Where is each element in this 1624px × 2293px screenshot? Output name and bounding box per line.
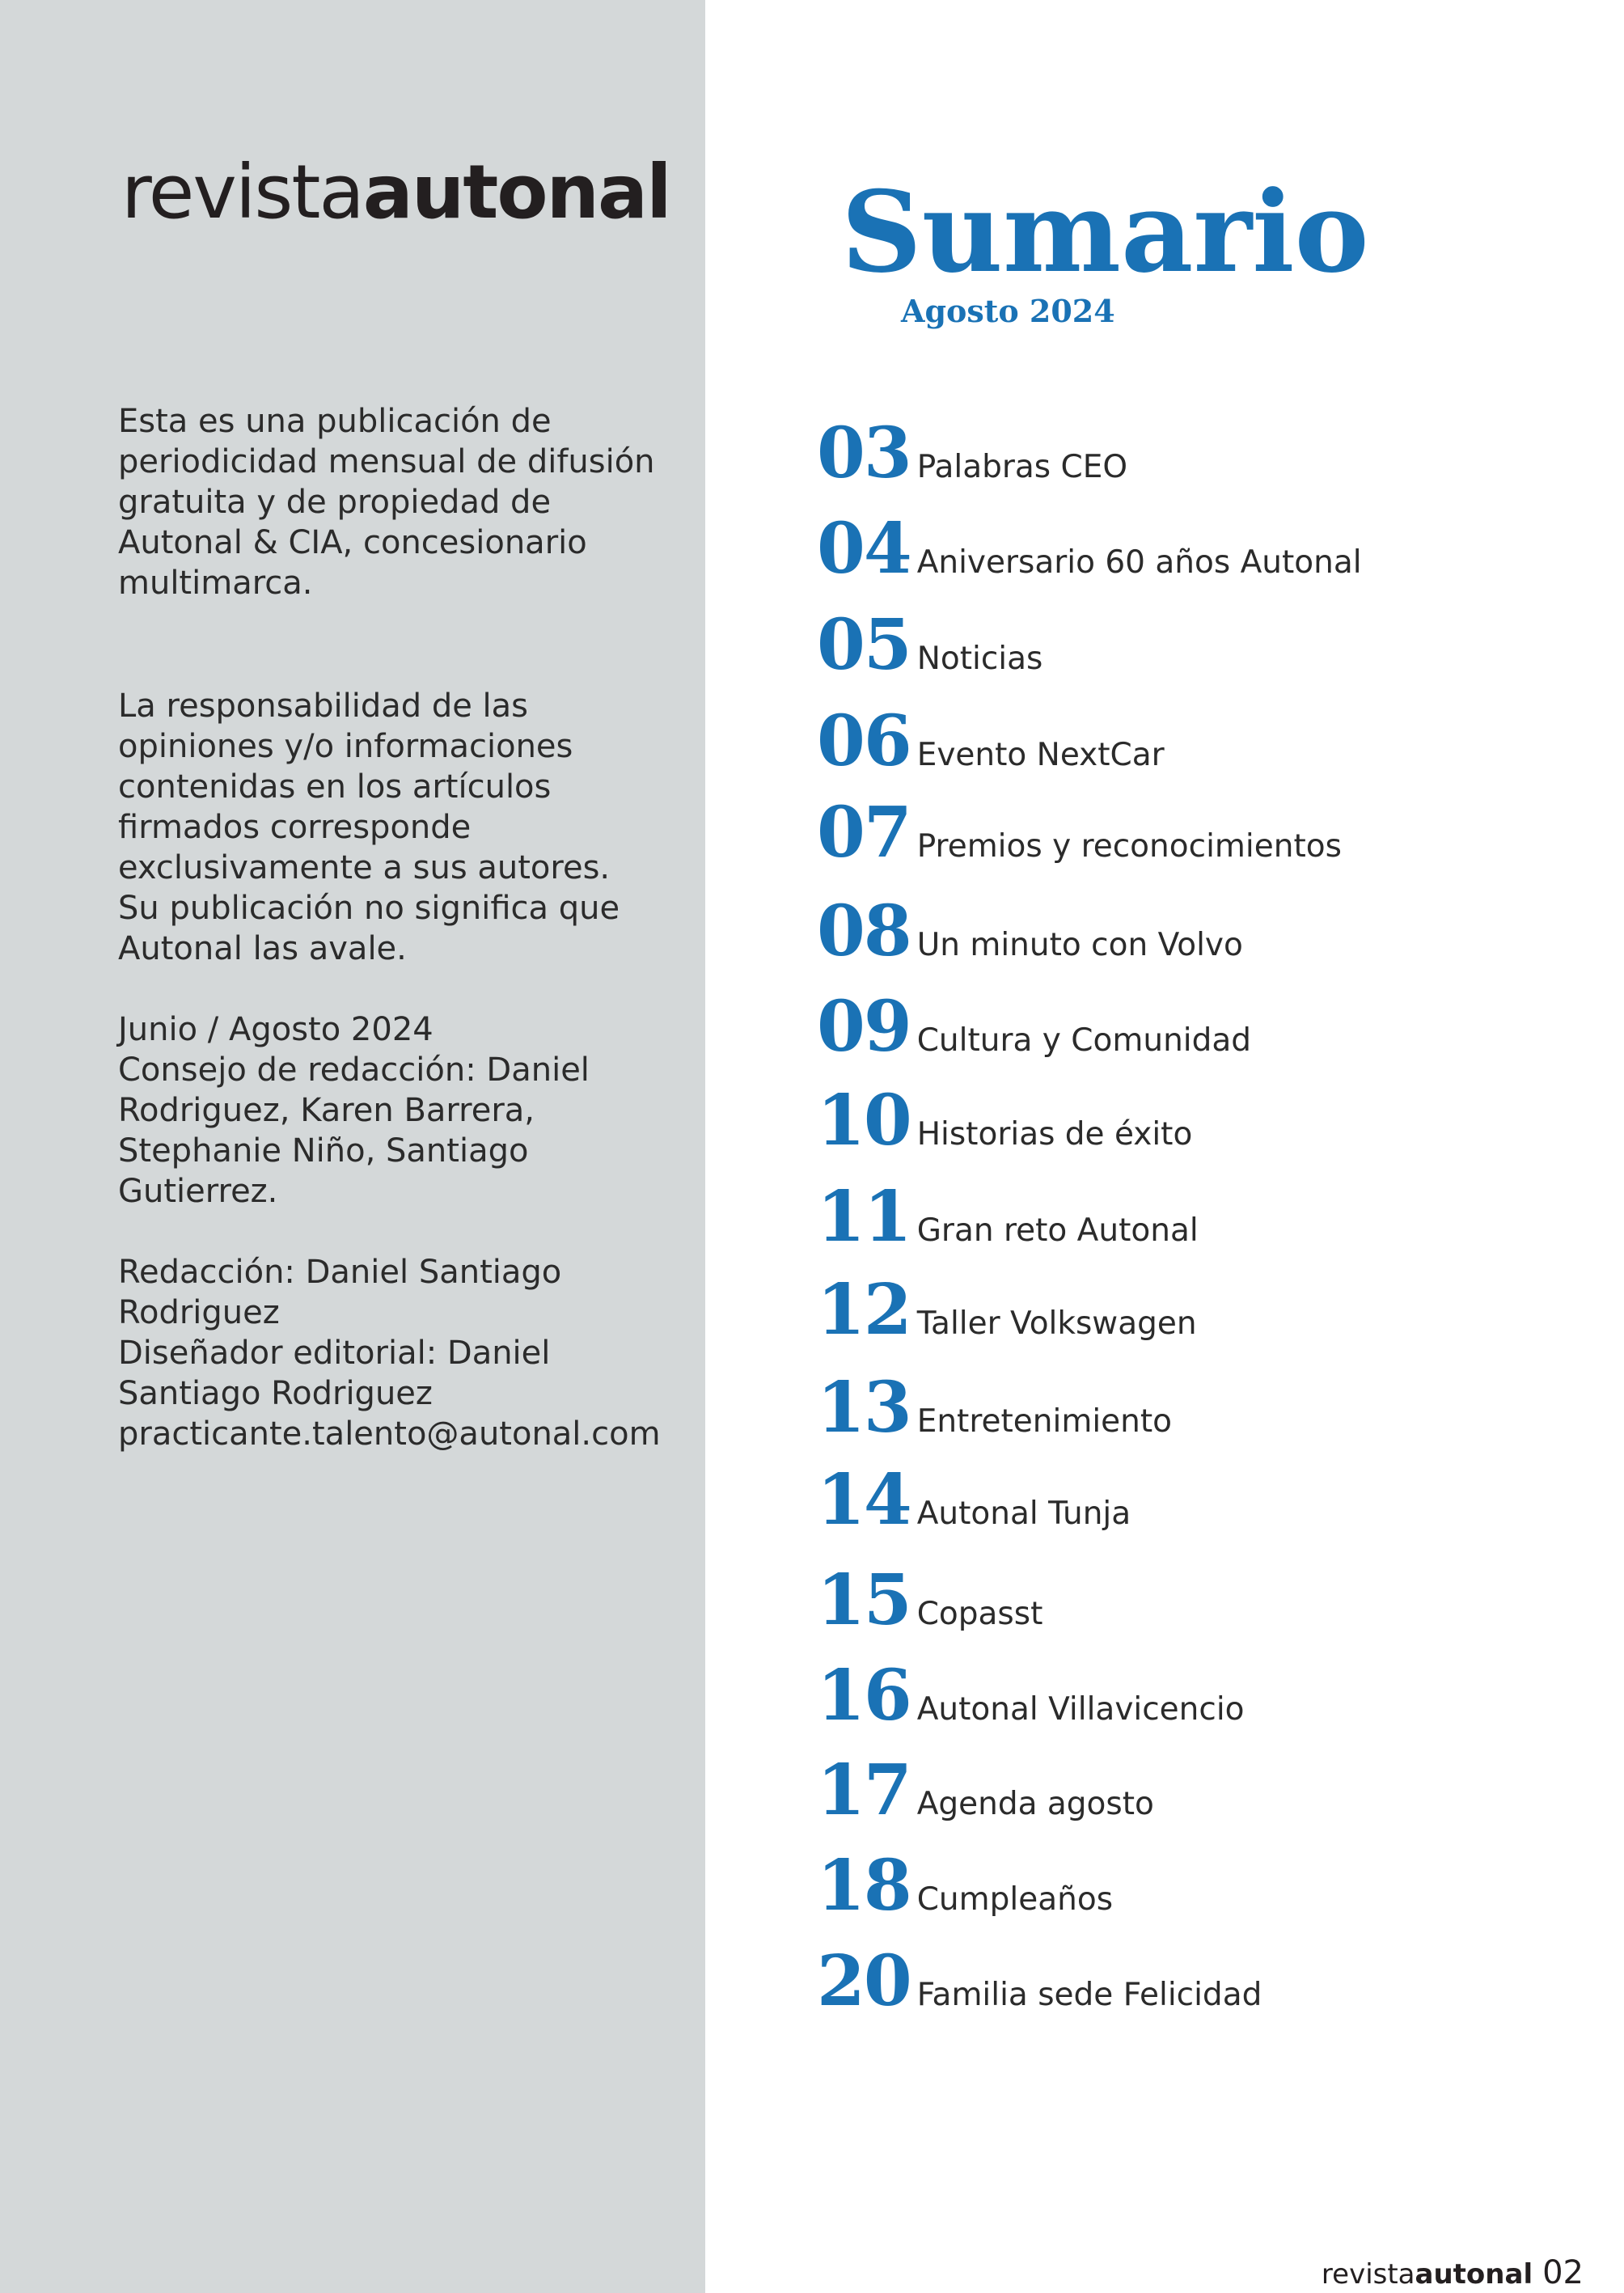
text-line: periodicidad mensual de difusión: [118, 443, 655, 480]
toc-item[interactable]: [817, 1080, 1193, 1161]
toc-item[interactable]: [817, 1269, 1197, 1351]
toc-section-title: Gran reto Autonal: [916, 1212, 1199, 1249]
toc-section-title: Evento NextCar: [916, 737, 1165, 773]
brand-logo: [121, 149, 670, 235]
toc-section-title: Cultura y Comunidad: [916, 1022, 1252, 1059]
toc-page-number: 07: [817, 792, 911, 874]
text-line: Santiago Rodriguez: [118, 1375, 433, 1412]
text-line: La responsabilidad de las: [118, 687, 529, 725]
text-line: Junio / Agosto 2024: [118, 1011, 433, 1048]
toc-section-title: Familia sede Felicidad: [916, 1977, 1262, 2013]
summary-title: Sumario: [841, 166, 1369, 298]
publication-description: [118, 401, 668, 603]
toc-page-number: 17: [817, 1749, 911, 1831]
toc-item[interactable]: [817, 1367, 1173, 1449]
text-line: Rodriguez: [118, 1294, 280, 1331]
responsibility-disclaimer: [118, 686, 668, 969]
toc-item[interactable]: [817, 1749, 1154, 1831]
text-line: contenidas en los artículos: [118, 768, 552, 806]
toc-item[interactable]: [817, 1176, 1199, 1258]
toc-page-number: 05: [817, 604, 911, 686]
text-line: Stephanie Niño, Santiago: [118, 1132, 529, 1170]
toc-section-title: Entretenimiento: [916, 1403, 1173, 1440]
toc-page-number: 16: [817, 1655, 911, 1737]
toc-item[interactable]: [817, 700, 1165, 782]
text-line: Consejo de redacción: Daniel: [118, 1051, 590, 1089]
toc-item[interactable]: [817, 891, 1243, 972]
text-line: Rodriguez, Karen Barrera,: [118, 1092, 535, 1129]
contact-email[interactable]: practicante.talento@autonal.com: [118, 1415, 661, 1453]
toc-page-number: 11: [817, 1176, 911, 1258]
text-line: gratuita y de propiedad de: [118, 484, 552, 521]
text-line: Esta es una publicación de: [118, 403, 552, 440]
toc-section-title: Palabras CEO: [916, 449, 1128, 485]
toc-page-number: 20: [817, 1940, 911, 2022]
toc-section-title: Aniversario 60 años Autonal: [916, 544, 1362, 581]
summary-subtitle: Agosto 2024: [901, 293, 1115, 329]
toc-item[interactable]: [817, 1940, 1262, 2022]
page-footer: [1321, 2254, 1584, 2291]
footer-brand-bold: autonal: [1415, 2258, 1533, 2291]
text-line: Redacción: Daniel Santiago: [118, 1254, 562, 1291]
toc-section-title: Autonal Villavicencio: [916, 1691, 1245, 1728]
toc-page-number: 09: [817, 986, 911, 1068]
toc-item[interactable]: [817, 508, 1362, 590]
toc-item[interactable]: [817, 1655, 1245, 1737]
toc-section-title: Historias de éxito: [916, 1116, 1193, 1153]
toc-page-number: 14: [817, 1459, 911, 1541]
toc-page-number: 03: [817, 412, 911, 494]
footer-brand-light: revista: [1321, 2258, 1415, 2291]
text-line: Autonal las avale.: [118, 930, 407, 967]
toc-page-number: 13: [817, 1367, 911, 1449]
text-line: Gutierrez.: [118, 1173, 278, 1210]
toc-section-title: Un minuto con Volvo: [916, 927, 1243, 963]
editorial-credits: [118, 1252, 668, 1454]
toc-section-title: Taller Volkswagen: [916, 1305, 1197, 1342]
toc-item[interactable]: [817, 1845, 1114, 1927]
toc-page-number: 12: [817, 1269, 911, 1351]
toc-item[interactable]: [817, 604, 1043, 686]
toc-section-title: Noticias: [916, 641, 1043, 677]
text-line: Diseñador editorial: Daniel: [118, 1335, 551, 1372]
text-line: opiniones y/o informaciones: [118, 728, 573, 765]
page-number: 02: [1542, 2254, 1584, 2291]
editorial-board: [118, 1009, 668, 1212]
toc-page-number: 04: [817, 508, 911, 590]
toc-section-title: Premios y reconocimientos: [916, 828, 1342, 865]
toc-page-number: 15: [817, 1559, 911, 1641]
toc-section-title: Cumpleaños: [916, 1881, 1114, 1918]
brand-logo-bold: autonal: [362, 149, 670, 235]
toc-section-title: Agenda agosto: [916, 1786, 1154, 1822]
text-line: multimarca.: [118, 565, 313, 602]
brand-logo-light: revista: [121, 149, 363, 235]
text-line: Autonal & CIA, concesionario: [118, 524, 587, 561]
toc-item[interactable]: [817, 792, 1342, 874]
toc-section-title: Copasst: [916, 1596, 1043, 1632]
text-line: exclusivamente a sus autores.: [118, 849, 611, 886]
toc-page-number: 10: [817, 1080, 911, 1161]
toc-item[interactable]: [817, 1459, 1131, 1541]
toc-item[interactable]: [817, 412, 1128, 494]
text-line: firmados corresponde: [118, 809, 472, 846]
toc-item[interactable]: [817, 986, 1252, 1068]
toc-item[interactable]: [817, 1559, 1043, 1641]
text-line: Su publicación no significa que: [118, 890, 620, 927]
toc-page-number: 06: [817, 700, 911, 782]
toc-page-number: 08: [817, 891, 911, 972]
toc-page-number: 18: [817, 1845, 911, 1927]
toc-section-title: Autonal Tunja: [916, 1496, 1131, 1532]
